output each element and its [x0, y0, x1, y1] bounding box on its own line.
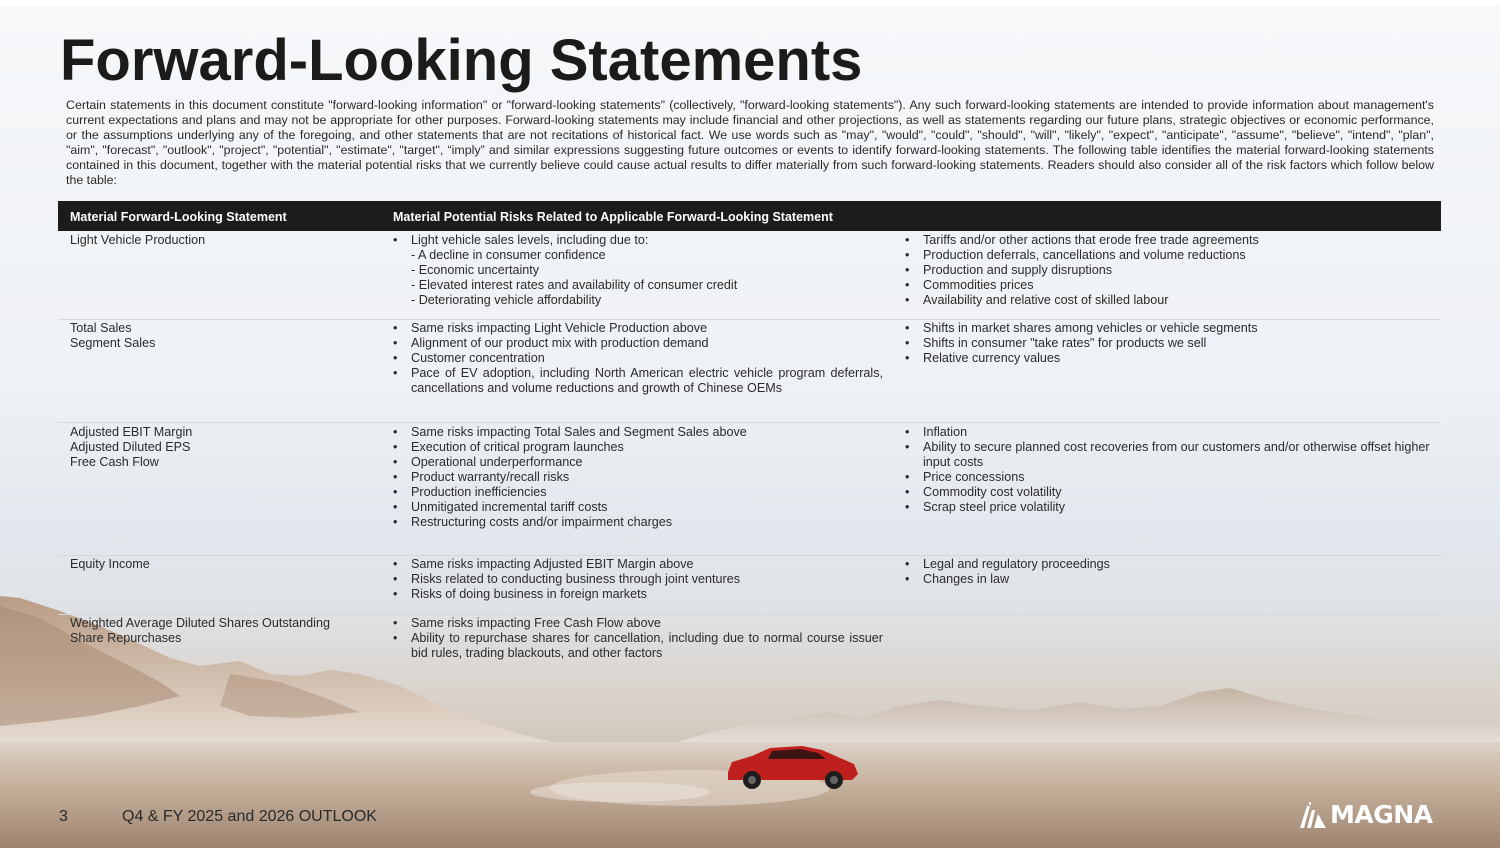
risk-list-secondary — [905, 233, 1433, 308]
red-car-image — [722, 742, 862, 792]
footer-title: Q4 & FY 2025 and 2026 OUTLOOK — [122, 808, 377, 825]
intro-paragraph: Certain statements in this document constitute "forward-looking information" or "forward-looking statements" (collectively, "forward-looking statements"). Any such forward-looking statements are intended to provide information about management's current expectations and plans and may not be appropriate for other purposes. Forward-looking statements may include financial and other projections, as well as statements regarding our future plans, strategic objectives or economic performance, or the assumptions underlying any of the foregoing, and other statements that are not recitations of historical fact. We use words such as "may", "would", "could", "should", "will", "likely", "expect", "anticipate", "assume", "believe", "intend", "plan", "aim", "forecast", "outlook", "project", "potential", "estimate", "target", “imply” and similar expressions suggesting future outcomes or events to identify forward-looking statements. The following table identifies the material forward-looking statements contained in this document, together with the material potential risks that we currently believe could cause actual results to differ materially from such forward-looking statements. Readers should also consider all of the risk factors which follow below the table: — [66, 98, 1434, 187]
list-item: • Shifts in market shares among vehicles or vehicle segments — [905, 321, 1433, 336]
list-item: • Availability and relative cost of skilled labour — [905, 293, 1433, 308]
list-item: • Operational underperformance — [393, 455, 883, 470]
magna-logo-icon — [1298, 798, 1443, 832]
row-label: Total Sales Segment Sales — [70, 321, 156, 350]
row-label: Equity Income — [70, 557, 150, 571]
list-item: • Relative currency values — [905, 351, 1433, 366]
header-statement: Material Forward-Looking Statement — [70, 210, 287, 224]
list-item: • Production deferrals, cancellations and volume reductions — [905, 248, 1433, 263]
row-label: Light Vehicle Production — [70, 233, 206, 247]
risk-list-primary — [393, 557, 883, 602]
list-item: • Alignment of our product mix with production demand — [393, 336, 883, 351]
list-item: - Economic uncertainty — [411, 263, 540, 277]
list-item: • Unmitigated incremental tariff costs — [393, 500, 883, 515]
list-item: • Product warranty/recall risks — [393, 470, 883, 485]
row-label: Weighted Average Diluted Shares Outstanding Share Repurchases — [70, 616, 330, 645]
risk-list-secondary — [905, 425, 1433, 515]
list-item: • Risks related to conducting business through joint ventures — [393, 572, 883, 587]
list-item: • Legal and regulatory proceedings — [905, 557, 1433, 572]
list-item: • Restructuring costs and/or impairment charges — [393, 515, 883, 530]
list-item: • Same risks impacting Free Cash Flow above — [393, 616, 883, 631]
table-row — [58, 555, 1441, 601]
page-number: 3 — [59, 808, 68, 825]
list-item: • Scrap steel price volatility — [905, 500, 1433, 515]
header-risks: Material Potential Risks Related to Applicable Forward-Looking Statement — [393, 210, 833, 224]
risk-list-primary — [393, 425, 883, 530]
list-item: • Shifts in consumer "take rates" for products we sell — [905, 336, 1433, 351]
list-item: • Production and supply disruptions — [905, 263, 1433, 278]
risk-list-secondary — [905, 557, 1433, 587]
slide — [0, 6, 1500, 848]
list-item: • Tariffs and/or other actions that erode free trade agreements — [905, 233, 1433, 248]
list-item: • Pace of EV adoption, including North American electric vehicle program deferrals, cancellations and volume reductions and growth of Chinese OEMs — [393, 366, 883, 396]
list-item: • Price concessions — [905, 470, 1433, 485]
list-item: • Changes in law — [905, 572, 1433, 587]
list-item: • Same risks impacting Light Vehicle Production above — [393, 321, 883, 336]
list-item: • Commodities prices — [905, 278, 1433, 293]
risk-list-primary — [393, 321, 883, 396]
list-item: - A decline in consumer confidence — [411, 248, 606, 262]
list-item: • Execution of critical program launches — [393, 440, 883, 455]
list-item: • Light vehicle sales levels, including due to: — [393, 233, 883, 248]
list-item: • Risks of doing business in foreign markets — [393, 587, 883, 602]
list-item: - Deteriorating vehicle affordability — [411, 293, 602, 307]
list-item: - Elevated interest rates and availability of consumer credit — [411, 278, 738, 292]
table-header — [58, 201, 1441, 231]
row-label: Adjusted EBIT Margin Adjusted Diluted EPS Free Cash Flow — [70, 425, 193, 469]
list-item: • Ability to secure planned cost recoveries from our customers and/or otherwise offset higher input costs — [905, 440, 1433, 470]
list-item: • Same risks impacting Adjusted EBIT Margin above — [393, 557, 883, 572]
list-item: • Ability to repurchase shares for cancellation, including due to normal course issuer bid rules, trading blackouts, and other factors — [393, 631, 883, 661]
list-item: • Production inefficiencies — [393, 485, 883, 500]
risk-list-primary — [393, 616, 883, 661]
page-title: Forward-Looking Statements — [60, 28, 863, 93]
magna-mark-icon — [1298, 800, 1328, 830]
list-item: • Inflation — [905, 425, 1433, 440]
list-item: • Commodity cost volatility — [905, 485, 1433, 500]
table-row — [58, 614, 1441, 660]
list-item: • Customer concentration — [393, 351, 883, 366]
table-row — [58, 422, 1441, 529]
list-item: • Same risks impacting Total Sales and Segment Sales above — [393, 425, 883, 440]
risk-list-primary — [393, 233, 883, 308]
table-row — [58, 319, 1441, 395]
risk-list-secondary — [905, 321, 1433, 366]
logo-wordmark: MAGNA — [1330, 800, 1433, 829]
